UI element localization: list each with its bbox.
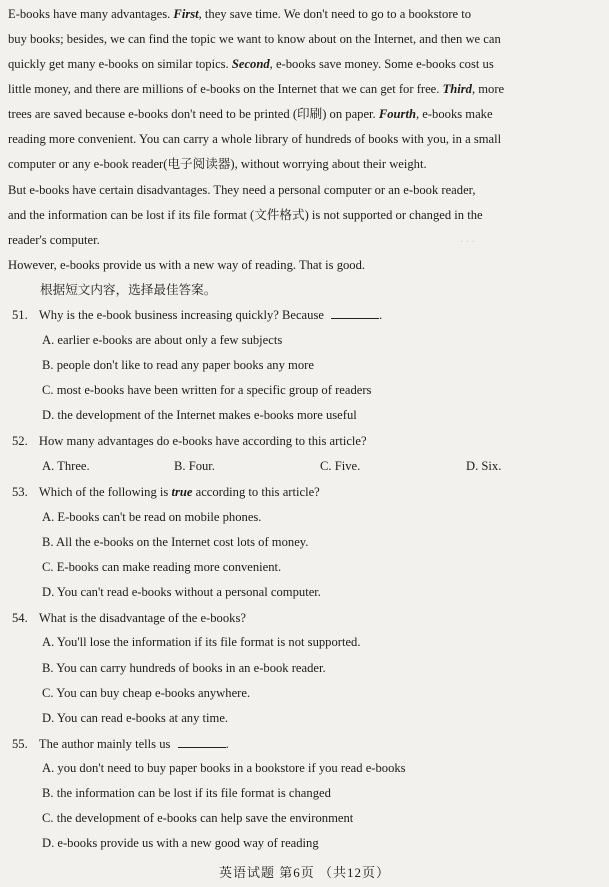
page-footer: 英语试题 第6页 （共12页） [218, 865, 390, 880]
option-b: B. the information can be lost if its file format is changed [42, 786, 331, 800]
answer-blank [331, 307, 379, 319]
passage-line: E-books have many advantages. First, they save time. We don't need to go to a bookstore to [8, 7, 472, 21]
option-c: C. most e-books have been written for a specific group of readers [42, 383, 372, 397]
passage-line: reading more convenient. You can carry a whole library of hundreds of books with you, in a small [8, 132, 502, 146]
question-stem: 52. How many advantages do e-books have according to this article? [12, 434, 367, 448]
passage-line: buy books; besides, we can find the topic we want to know about on the Internet, and then we can [8, 32, 501, 46]
option-c: C. You can buy cheap e-books anywhere. [42, 686, 251, 700]
bleed-through: · · · [460, 237, 475, 248]
option-c: C. E-books can make reading more convenient. [42, 560, 282, 574]
passage-line: little money, and there are millions of e-books on the Internet that we can get for free. Third, more [8, 82, 505, 96]
passage-paragraph-3: However, e-books provide us with a new way of reading. That is good. [8, 258, 366, 272]
question-stem: 53. Which of the following is true according to this article? [12, 485, 320, 499]
option-c: C. the development of e-books can help save the environment [42, 811, 354, 825]
option-d: D. You can read e-books at any time. [42, 711, 229, 725]
option-b: B. people don't like to read any paper books any more [42, 358, 314, 372]
question-stem: 54. What is the disadvantage of the e-books? [12, 611, 246, 625]
question-number: 55. [12, 737, 28, 751]
option-d: D. the development of the Internet makes e-books more useful [42, 408, 357, 422]
option-b: B. All the e-books on the Internet cost lots of money. [42, 535, 309, 549]
option-a: A. Three. [42, 459, 90, 473]
question-number: 51. [12, 308, 28, 322]
answer-blank [178, 736, 226, 748]
option-d: D. e-books provide us with a new good way of reading [42, 836, 319, 850]
passage-line: and the information can be lost if its file format (文件格式) is not supported or changed in the [8, 208, 483, 222]
instruction-text: 根据短文内容，选择最佳答案。 [40, 283, 217, 297]
passage-line: reader's computer. [8, 233, 100, 247]
passage-line: quickly get many e-books on similar topics. Second, e-books save money. Some e-books cost us [8, 57, 494, 71]
question-stem: 51. Why is the e-book business increasing quickly? Because . [12, 308, 383, 322]
question-number: 54. [12, 611, 28, 625]
option-b: B. Four. [174, 459, 215, 473]
option-d: D. You can't read e-books without a personal computer. [42, 585, 321, 599]
passage-line: computer or any e-book reader(电子阅读器), without worrying about their weight. [8, 157, 427, 171]
passage-line: But e-books have certain disadvantages. They need a personal computer or an e-book reader, [8, 183, 476, 197]
option-c: C. Five. [320, 459, 361, 473]
option-a: A. E-books can't be read on mobile phones. [42, 510, 262, 524]
question-stem: 55. The author mainly tells us . [12, 737, 229, 751]
option-a: A. You'll lose the information if its file format is not supported. [42, 635, 361, 649]
question-number: 52. [12, 434, 28, 448]
option-b: B. You can carry hundreds of books in an e-book reader. [42, 661, 326, 675]
question-number: 53. [12, 485, 28, 499]
option-a: A. earlier e-books are about only a few subjects [42, 333, 283, 347]
passage-line: trees are saved because e-books don't need to be printed (印刷) on paper. Fourth, e-books make [8, 107, 493, 121]
option-d: D. Six. [466, 459, 502, 473]
option-a: A. you don't need to buy paper books in a bookstore if you read e-books [42, 761, 406, 775]
